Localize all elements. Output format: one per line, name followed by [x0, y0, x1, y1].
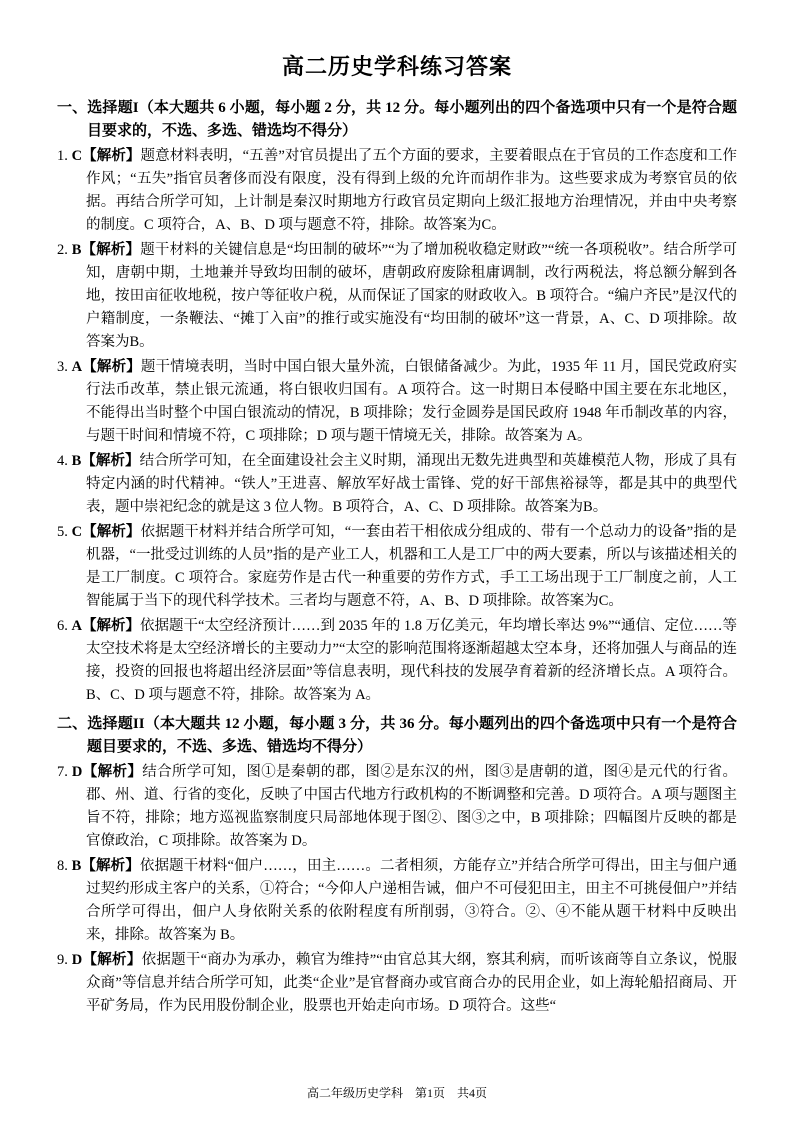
- item-answer: A: [71, 618, 82, 634]
- page-footer: 高二年级历史学科 第1页 共4页: [306, 1086, 487, 1100]
- item-text: 结合所学可知，图①是秦朝的郡，图②是东汉的州，图③是唐朝的道，图④是元代的行省。郡、州、道、行省的变化，反映了中国古代地方行政机构的不断调整和完善。D 项符合。A 项与题图主旨不符，排除；地方巡视监察制度只局部地体现于图②、图③之中，B 项排除；四幅图片反映的都是官僚政治，C 项排除。故答案为 D。: [86, 764, 738, 849]
- item-text: 题干材料的关键信息是“均田制的破坏”“为了增加税收稳定财政”“统一各项税收”。结合所学可知，唐朝中期，土地兼并导致均田制的破坏，唐朝政府废除租庸调制，改行两税法，将总额分解到各地，按田亩征收地税，按户等征收户税，从而保证了国家的财政收入。B 项符合。“编户齐民”是汉代的户籍制度，一条鞭法、“摊丁入亩”的推行或实施没有“均田制的破坏”这一背景，A、C、D 项排除。故答案为B。: [86, 242, 738, 350]
- item-text: 题意材料表明，“五善”对官员提出了五个方面的要求，主要着眼点在于官员的工作态度和工作作风；“五失”指官员奢侈而没有限度，没有得到上级的允许而胡作非为。这些要求成为考察官员的依据。再结合所学可知，上计制是秦汉时期地方行政官员定期向上级汇报地方治理情况，并由中央考察的制度。C 项符合，A、B、D 项与题意不符，排除。故答案为C。: [86, 148, 738, 233]
- answer-item-1: [57, 145, 737, 237]
- item-number: 3.: [57, 359, 68, 375]
- analysis-marker: 【解析】: [82, 764, 143, 780]
- section-heading-2: 二、选择题II（本大题共 12 小题，每小题 3 分，共 36 分。每小题列出的四个备选项中只有一个是符合题目要求的，不选、多选、错选均不得分）: [57, 716, 737, 755]
- answer-item-6: [57, 615, 737, 707]
- analysis-marker: 【解析】: [81, 858, 140, 874]
- item-answer: D: [71, 952, 83, 968]
- answer-item-8: [57, 855, 737, 947]
- analysis-marker: 【解析】: [82, 952, 142, 968]
- answer-item-3: [57, 356, 737, 448]
- item-answer: B: [71, 858, 82, 874]
- answer-item-9: [57, 949, 737, 1018]
- document-title: 高二历史学科练习答案: [281, 54, 512, 79]
- item-text: 结合所学可知，在全面建设社会主义时期，涌现出无数先进典型和英雄模范人物，形成了具有特定内涵的时代精神。“铁人”王进喜、解放军好战士雷锋、党的好干部焦裕禄等，都是其中的典型代表，题中崇祀纪念的就是这 3 位人物。B 项符合，A、C、D 项排除。故答案为B。: [86, 453, 738, 515]
- item-answer: A: [71, 359, 83, 375]
- item-number: 6.: [57, 618, 68, 634]
- item-number: 1.: [57, 148, 68, 164]
- item-text: 题干情境表明，当时中国白银大量外流，白银储备减少。为此，1935 年 11 月，国民党政府实行法币改革，禁止银元流通，将白银收归国有。A 项符合。这一时期日本侵略中国主要在东北地区，不能得出当时整个中国白银流动的情况，B 项排除；发行金圆券是国民政府 1948 年币制改革的内容，与题干时间和情境不符，C 项排除；D 项与题干情境无关，排除。故答案为 A。: [86, 359, 738, 444]
- analysis-marker: 【解析】: [82, 524, 141, 540]
- item-number: 2.: [57, 242, 68, 258]
- item-text: 依据题干材料并结合所学可知，“一套由若干相依成分组成的、带有一个总动力的设备”指的是机器，“一批受过训练的人员”指的是产业工人，机器和工人是工厂中的两大要素，所以与该描述相关的是工厂制度。C 项符合。家庭劳作是古代一种重要的劳作方式，手工工场出现于工厂制度之前，人工智能属于当下的现代科学技术。三者均与题意不符，A、B、D 项排除。故答案为C。: [86, 524, 738, 609]
- item-answer: B: [71, 242, 82, 258]
- answer-item-2: [57, 239, 737, 354]
- item-answer: D: [71, 764, 83, 780]
- analysis-marker: 【解析】: [81, 453, 140, 469]
- item-number: 8.: [57, 858, 68, 874]
- answer-item-7: [57, 761, 737, 853]
- answer-item-4: [57, 450, 737, 519]
- analysis-marker: 【解析】: [82, 148, 141, 164]
- section-heading-1: 一、选择题I（本大题共 6 小题，每小题 2 分，共 12 分。每小题列出的四个备选项中只有一个是符合题目要求的，不选、多选、错选均不得分）: [57, 100, 737, 139]
- answer-item-5: [57, 521, 737, 613]
- item-number: 4.: [57, 453, 68, 469]
- analysis-marker: 【解析】: [81, 242, 141, 258]
- item-number: 7.: [57, 764, 68, 780]
- analysis-marker: 【解析】: [82, 359, 141, 375]
- item-answer: C: [71, 524, 83, 540]
- item-number: 9.: [57, 952, 68, 968]
- item-text: 依据题干材料“佃户……，田主……。二者相须，方能存立”并结合所学可得出，田主与佃户通过契约形成主客户的关系，①符合；“今仰人户递相告诫，佃户不可侵犯田主，田主不可挑侵佃户”并结合所学可得出，佃户人身依附关系的依附程度有所削弱，③符合。②、④不能从题干材料中反映出来，排除。故答案为 B。: [86, 858, 738, 943]
- item-number: 5.: [57, 524, 68, 540]
- item-text: 依据题干“商办为承办，赖官为维持”“由官总其大纲，察其利病，而听该商等自立条议，悦服众商”等信息并结合所学可知，此类“企业”是官督商办或官商合办的民用企业，如上海轮船招商局、开平矿务局，作为民用股份制企业，股票也开始走向市场。D 项符合。这些“: [86, 952, 737, 1014]
- analysis-marker: 【解析】: [82, 618, 141, 634]
- item-text: 依据题干“太空经济预计……到 2035 年的 1.8 万亿美元，年均增长率达 9%”“通信、定位……等太空技术将是太空经济增长的主要动力”“太空的影响范围将逐渐超越太空本身，还将加强人与商品的连接，投资的回报也将超出经济层面”等信息表明，现代科技的发展孕育着新的经济增长点。A 项符合。B、C、D 项与题意不符，排除。故答案为 A。: [86, 618, 738, 703]
- item-answer: B: [71, 453, 82, 469]
- item-answer: C: [71, 148, 83, 164]
